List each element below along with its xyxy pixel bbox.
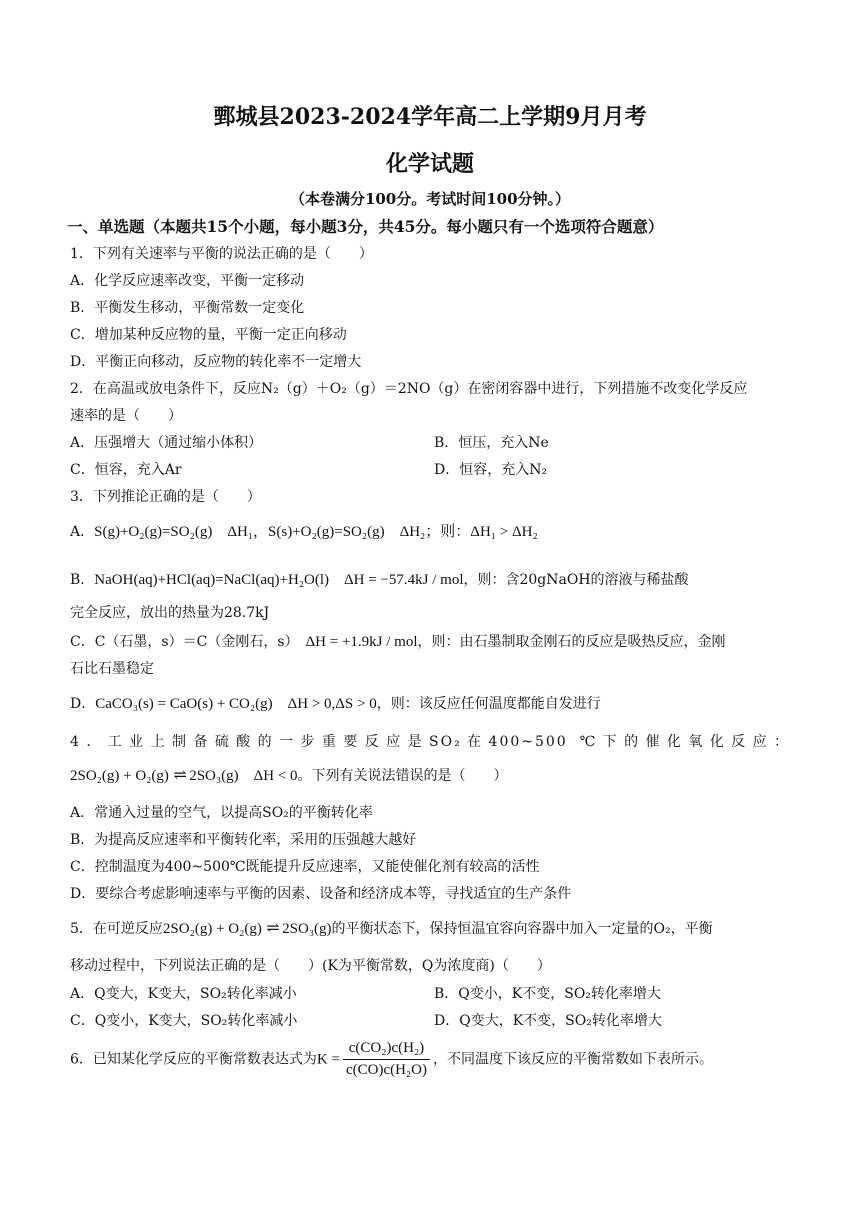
q1-option-a: A．化学反应速率改变，平衡一定移动 [70, 273, 305, 289]
q3-a-tail: 则：ΔH₁ > ΔH₂ [440, 524, 538, 540]
q3-option-b-cont: 完全反应，放出的热量为28.7kJ [70, 605, 270, 621]
q4-option-d: D．要综合考虑影响速率与平衡的因素、设备和经济成本等，寻找适宜的生产条件 [70, 886, 572, 902]
q1-option-b: B．平衡发生移动，平衡常数一定变化 [70, 300, 305, 316]
q3-a-eq2: S(s)+O₂(g)=SO₂(g) ΔH₂； [268, 524, 441, 540]
q1-option-c: C．增加某种反应物的量，平衡一定正向移动 [70, 327, 347, 343]
q6-denominator: c(CO)c(H₂O) [345, 1062, 427, 1078]
q4-eq-right: 2SO₃(g) ΔH < 0 [189, 768, 298, 784]
q5-option-a: A．Q变大，K变大，SO₂转化率减小 [70, 986, 297, 1002]
q4-equation [70, 764, 508, 785]
q3-option-c-cont: 石比石墨稳定 [70, 661, 154, 677]
q5-stem-pre: 5．在可逆反应 [70, 921, 163, 937]
q6-numerator: c(CO₂)c(H₂) [343, 1040, 430, 1060]
q6-stem [70, 1040, 713, 1079]
q2-stem: 2．在高温或放电条件下，反应N₂（g）＋O₂（g）＝2NO（g）在密闭容器中进行，下列措施不改变化学反应 [70, 381, 748, 397]
q5-eq-left: 2SO₂(g) + O₂(g) [162, 921, 262, 937]
q4-stem-cont: 。下列有关说法错误的是（ ） [297, 768, 508, 784]
q3-c-text: C．C（石墨，s）＝C（金刚石，s） [70, 634, 292, 650]
q5-stem-cont: 移动过程中，下列说法正确的是（ ）(K为平衡常数，Q为浓度商)（ ） [70, 958, 551, 974]
q4-eq-arrow: ⇌ [173, 765, 185, 784]
q3-option-a [70, 520, 538, 541]
q3-d-eq: CaCO₃(s) = CaO(s) + CO₂(g) ΔH > 0,ΔS > 0 [95, 696, 377, 712]
subject-title: 化学试题 [385, 151, 474, 177]
q1-stem: 1．下列有关速率与平衡的说法正确的是（ ） [70, 246, 373, 262]
q5-eq-right: 2SO₃(g) [282, 921, 332, 937]
q3-option-b [70, 568, 689, 589]
q2-option-a: A．压强增大（通过缩小体积） [70, 435, 263, 451]
exam-info: （本卷满分100分。考试时间100分钟。） [289, 190, 571, 208]
q3-a-label: A． [70, 524, 95, 540]
q4-stem: 4．工业上制备硫酸的一步重要反应是SO₂在400~500 ℃下的催化氧化反应： [70, 734, 790, 750]
q3-a-eq1: S(g)+O₂(g)=SO₂(g) ΔH₁， [94, 524, 269, 540]
q2-option-c: C．恒容，充入Ar [70, 462, 182, 478]
q5-eq-arrow: ⇌ [266, 918, 278, 937]
q4-option-b: B．为提高反应速率和平衡转化率，采用的压强越大越好 [70, 832, 417, 848]
q5-option-b: B．Q变小，K不变，SO₂转化率增大 [434, 986, 661, 1002]
q6-fraction [343, 1040, 430, 1079]
q2-stem-cont: 速率的是（ ） [70, 408, 182, 424]
q6-k-lhs: K = [316, 1051, 340, 1068]
section-heading: 一、单选题（本题共15个小题，每小题3分，共45分。每小题只有一个选项符合题意） [67, 217, 664, 236]
q3-option-d [70, 692, 601, 713]
q3-stem: 3．下列推论正确的是（ ） [70, 489, 261, 505]
q5-stem-post: 的平衡状态下，保持恒温宜容向容器中加入一定量的O₂，平衡 [331, 921, 713, 937]
q3-d-tail: ，则：该反应任何温度都能自发进行 [376, 696, 601, 712]
exam-title: 鄄城县2023-2024学年高二上学期9月月考 [213, 104, 647, 130]
q1-option-d: D．平衡正向移动，反应物的转化率不一定增大 [70, 354, 362, 370]
q3-b-label: B． [70, 572, 95, 588]
q5-option-d: D．Q变大，K不变，SO₂转化率增大 [434, 1013, 662, 1029]
q3-c-eq: ΔH = +1.9kJ / mol [305, 634, 418, 650]
q3-option-c [70, 631, 726, 651]
q4-option-a: A．常通入过量的空气，以提高SO₂的平衡转化率 [70, 805, 373, 821]
q4-option-c: C．控制温度为400~500℃既能提升反应速率，又能使催化剂有较高的活性 [70, 859, 540, 875]
q2-option-b: B．恒压，充入Ne [434, 435, 549, 451]
q5-option-c: C．Q变小，K变大，SO₂转化率减小 [70, 1013, 298, 1029]
q4-eq-left: 2SO₂(g) + O₂(g) [70, 768, 169, 784]
q3-d-label: D． [70, 696, 96, 712]
q2-option-d: D．恒容，充入N₂ [434, 462, 548, 478]
q3-c-tail: ，则：由石墨制取金刚石的反应是吸热反应，金刚 [417, 634, 726, 650]
q3-b-eq: NaOH(aq)+HCl(aq)=NaCl(aq)+H₂O(l) ΔH = −57.4kJ / mol [94, 572, 464, 588]
q6-stem-pre: 6．已知某化学反应的平衡常数表达式为 [70, 1051, 317, 1068]
q5-stem [70, 918, 713, 938]
q3-b-tail: ，则：含20gNaOH的溶液与稀盐酸 [463, 572, 689, 588]
q6-stem-post: ，不同温度下该反应的平衡常数如下表所示。 [432, 1051, 713, 1068]
